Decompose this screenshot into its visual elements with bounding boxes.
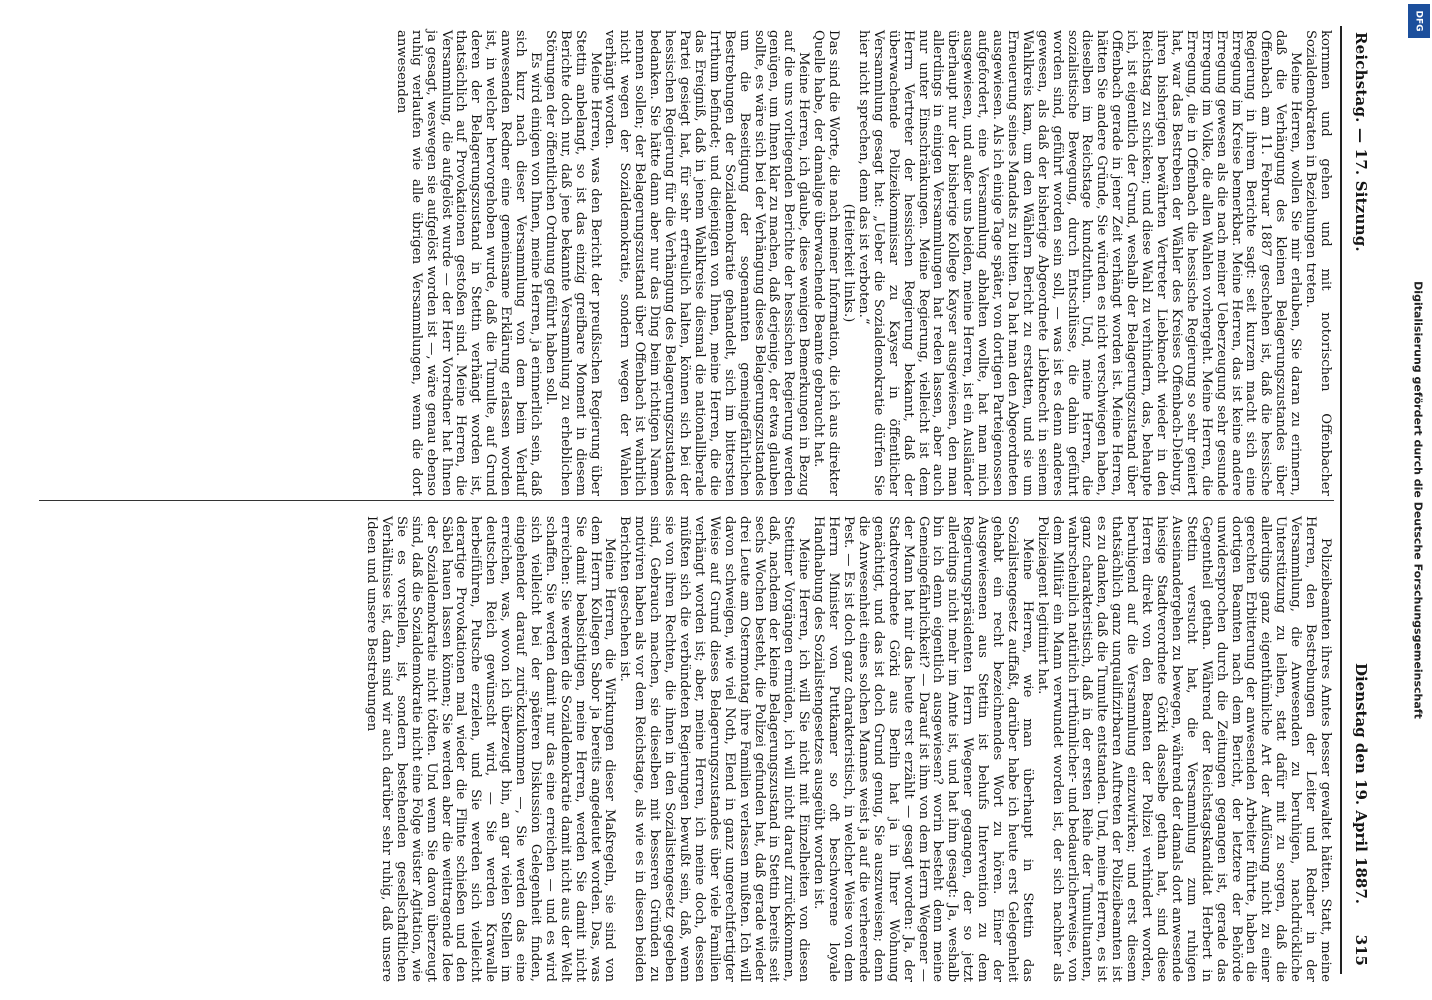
left-column	[393, 30, 1332, 496]
paragraph: Meine Herren, die Wirkungen dieser Maßregeln, sie sind von dem Herrn Kollegen Sabor ja bereits angedeutet worden. Das, was Sie damit beabsichtigen, meine Herren, werden Sie damit nicht erreichen: Sie werden die Sozialdemokratie damit nicht aus der Welt schaffen. Sie werden damit nur das eine erreichen — und es wird sich vielleicht bei der späteren Diskussion Gelegenheit finden, eingehender darauf zurückzukommen —, Sie werden das eine erreichen, was, wovon ich überzeugt bin, an gar vielen Stellen im deutschen Reich gewünscht wird, — Sie werden Krawalle herbeiführen, Putsche erzielen, und Sie werden sich vielleicht derartige Provokationen mal wieder die Flinte schießen und den Säbel hauen lassen können; Sie werden aber die weittragende Idee der Sozialdemokratie nicht tödten. Und wenn Sie davon überzeugt sind, daß die Sozialdemokratie nicht eine Folge wüster Agitation, wie Sie es vorstellen, ist, sondern bestehenden gesellschaftlichen Verhältnisse ist, dann sind wir auch darüber sehr ruhig, daß unsere Ideen und unsere Bestrebungen	[364, 516, 618, 982]
paragraph: kornmen und gehen und mit notorischen Offenbacher Sozialdemokraten in Beziehungen treten.	[1303, 30, 1333, 496]
dfg-logo-icon	[1408, 4, 1430, 38]
paragraph: Meine Herren, was den Bericht der preußischen Regierung über Stettin anbelangt, so ist das einzig greifbare Moment in diesem Berichte doch nur, daß jene bekannte Versammlung zu erheblichen Störungen der öffentlichen Ordnung geführt haben soll.	[542, 30, 603, 496]
dfg-logo-text: DFG	[1413, 10, 1424, 32]
paragraph: Meine Herren, ich will Sie nicht mit Einzelheiten von diesen Stettiner Vorgängen ermüden, ich will nicht darauf zurückkommen, daß, nachdem der kleine Belagerungszustand in Stettin bereits seit sechs Wochen besteht, die Polizei gefunden hat, daß gerade wieder drei Leute am Ostermontag ihre Familien verlassen mußten. Ich will davon schweigen, wie viel Noth, Elend in ganz ungerechtfertigter Weise auf Grund dieses Belagerungszustandes über viele Familien verhängt worden ist; aber, meine Herren, ich meine doch, dessen müßten sich die verbündeten Regierungen bewußt sein, daß, wenn sie von ihren Rechten, die ihnen in den Sozialistengesetz gegeben sind, Gebrauch machen, sie dieselben mit besseren Gründen zu motiviren haben als vor dem Reichstage, als wie es in diesen beiden Berichten geschehen ist.	[617, 516, 812, 982]
paragraph: Meine Herren, wollen Sie mir erlauben, Sie daran zu erinnern, daß die Verhängung des kleinen Belagerungszustandes über Offenbach am 11. Februar 1887 geschehen ist, daß die hessische Regierung in ihrem Berichte sagt: seit kurzem macht sich eine Erregung im Kreise bemerkbar. Meine Herren, das ist keine andere Erregung gewesen als die nach meiner Ueberzeugung sehr gesunde Erregung im Volke, die allen Wahlen vorhergeht. Meine Herren, die Erregung, die in Offenbach die hessische Regierung so sehr geniert hat, war das Bestreben der Wähler des Kreises Offenbach-Dieburg, ihren bisherigen bewährten Vertreter Liebknecht wieder in den Reichstag zu schicken; und diese Wahl zu verhindern, das, behaupte ich, ist eigentlich der Grund, weshalb der Belagerungszustand über Offenbach gerade in jener Zeit verhängt worden ist. Meine Herren, hätten Sie andere Gründe, Sie würden es nicht verschwiegen haben, dieselben im Reichstage kundzuthun. Und, meine Herren, die sozialistische Bewegung, durch Entschlüsse, die dahin geführt worden sind, geführt worden sein soll, — was ist es denn anderes gewesen, als daß der bisherige Abgeordnete Liebknecht in seinem Wahlkreis kam, um den Wählern Bericht zu erstatten, und sie um Erneuerung seines Mandats zu bitten. Da hat man den Abgeordneten ausgewiesen. Als ich einige Tage später, von dortigen Parteigenossen aufgefordert, eine Versammlung abhalten wollte, hat man mich ausgewiesen, und außer uns beiden, meine Herren, ist ein Ausländer überhaupt nur der bisherige Kollege Kayser ausgewiesen, den man allerdings in einigen Versammlungen hat reden lassen, aber auch nur unter Einschränkungen. Meine Regierung, vielleicht ist dem Herrn Vertreter der hessischen Regierung bekannt, daß der überwachende Polizeikommissar zu Kayser in öffentlicher Versammlung gesagt hat: „Ueber die Sozialdemokratie dürfen Sie hier nicht sprechen, denn das ist verboten.“	[855, 30, 1304, 496]
page-header	[1346, 26, 1374, 974]
dfg-credit	[1408, 10, 1428, 990]
paragraph: Meine Herren, ich glaube, diese wenigen Bemerkungen in Bezug auf die uns vorliegenden Berichte der hessischen Regierung werden genügen, um Ihnen klar zu machen, daß derjenige, der etwa glauben sollte, es wäre sich bei der Verhängung dieses Belagerungszustandes um die Beseitigung der sogenannten gemeingefährlichen Bestrebungen der Sozialdemokratie gehandelt, sich im bittersten Irrthum befindet; und diejenigen von Ihnen, meine Herren, die die das Ereigniß, daß in jenem Wahlkreise diesmal die nationalliberale Partei gesiegt hat, für sehr erfreulich halten, können sich bei der hessischen Regierung für die Verhängung des Belagerungszustandes bedanken. Sie hätte dann aber nur das Ding beim richtigen Namen nennen sollen; der Belagerungszustand über Offenbach ist wahrlich nicht wegen der Sozialdemokratie, sondern wegen der Wahlen verhängt worden.	[602, 30, 812, 496]
column-divider	[39, 500, 1334, 501]
dfg-credit-text: Digitalisierung gefördert durch die Deutsche Forschungsgemeinschaft	[1411, 281, 1425, 719]
right-column	[363, 516, 1332, 982]
paragraph: (Heiterkeit links.)	[841, 203, 856, 323]
header-date: Dienstag den 19. April 1887.	[1352, 662, 1370, 904]
paragraph: Meine Herren, wie man überhaupt in Stettin das Sozialistengesetz auffaßt, darüber habe ich heute erst Gelegenheit gehabt ein recht bezeichnendes Wort zu hören. Einer der Ausgewiesenen aus Stettin ist behufs Intervention zu dem Regierungspräsidenten Herrn Wegener gegangen, der so jetzt allerdings nicht mehr im Amte ist, und hat ihm gesagt: Ja, weshalb bin ich denn eigentlich ausgewiesen? worin besteht denn meine Gemeingefährlichkeit? — Darauf ist ihm von dem Herrn Wegener — der Mann hat mir das heute erst erzählt — gesagt worden: Ja, der Stadtverordnete Görki aus Berlin hat ja in Ihrer Wohnung genächtigt, und das ist doch Grund genug, Sie auszuweisen; denn die Anwesenheit eines solchen Mannes weist ja auf die verheerende Pest. — Es ist doch ganz charakteristisch, in welcher Weise von dem Herrn Minister von Puttkamer so oft beschworene loyale Handhabung des Sozialistengesetzes ausgeübt worden ist.	[811, 516, 1035, 982]
header-rule	[1340, 26, 1342, 974]
paragraph: Das sind die Worte, die nach meiner Information, die ich aus direkter Quelle habe, der damalige überwachende Beamte gebraucht hat.	[811, 30, 842, 496]
paragraph: Polizeibeamten ihres Amtes besser gewaltet hätten. Statt, meine Herren, den Bestrebungen der Leiter und Redner in der Versammlung, die Anwesenden zu beruhigen, nachdrückliche Unterstützung zu leihen, statt dafür mit zu sorgen, daß die allerdings ganz eigenthümliche Art der Auflösung nicht zu einer gerechten Erbitterung der anwesenden Arbeiter führte, haben die dortigen Beamten nach dem Bericht, der letztere der Behörde unwidersprochen durch die Zeitungen gegangen ist, gerade das Gegentheil gethan. Während der Reichstagskandidat Herbert in Stettin versucht hat, die Versammlung zum ruhigen Auseinandergehen zu bewegen, während der damals dort anwesende hiesige Stadtverordnete Görki dasselbe gethan hat, sind diese Herren direkt von den Beamten der Polizei verhindert worden, beruhigend auf die Versammlung einzuwirken; und erst diesem thatsächlich ganz unqualifizirbaren Auftreten der Polizeibeamten ist es zu danken, daß die Tumulte entstanden. Und, meine Herren, es ist ganz charakteristisch, daß in der ersten Reihe der Tumultuanten, wahrscheinlich natürlich irrthümlicher- und bedauerlicherweise, von dem Militär ein Mann verwundet worden ist, der sich nachher als Polizeiagent legitimirt hat.	[1034, 516, 1333, 982]
paragraph: Es wird einigen von Ihnen, meine Herren, ja erinnerlich sein, daß sich kurz nach dieser Versammlung von dem beim Verlauf anwesenden Redner eine gemeinsame Erklärung erlassen worden ist, in welcher hervorgehoben wurde, daß die Tumulte, auf Grund deren der Belagerungszustand in Stettin verhängt worden ist, thatsächlich auf Provokationen gestoßen sind. Meine Herren, die Versammlung, die aufgelöst wurde — der Herr Vorredner hat Ihnen ja gesagt, weswegen sie aufgelöst worden ist —, wäre genau ebenso ruhig verlaufen wie alle übrigen Versammlungen, wenn die dort anwesenden	[393, 30, 543, 496]
header-title: Reichstag. — 17. Sitzung.	[1352, 32, 1370, 252]
page-number: 315	[1352, 934, 1370, 966]
